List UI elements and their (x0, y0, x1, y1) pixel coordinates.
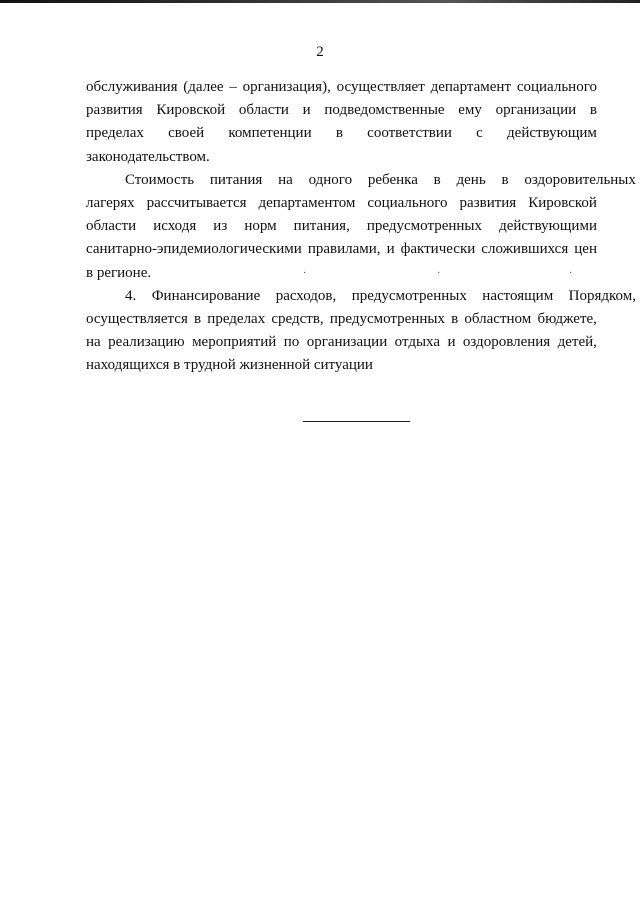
text-line: в регионе. (86, 264, 152, 281)
word: Стоимость (125, 171, 195, 188)
word: в (335, 125, 343, 142)
word: расходов, (275, 287, 337, 304)
word: правилами, (307, 241, 381, 258)
word: питания (209, 171, 263, 188)
word: детей, (557, 334, 597, 351)
word: фактически (400, 241, 476, 258)
word: бюджете, (537, 310, 597, 327)
word: отдыха (394, 334, 440, 351)
word: санитарно-эпидемиологическими (86, 241, 302, 258)
text-line (86, 308, 597, 331)
text-line (86, 99, 597, 122)
word: ребенка (367, 171, 418, 188)
word: предусмотренных (351, 287, 467, 304)
word: соответствии (367, 125, 452, 142)
word: мероприятий (192, 334, 277, 351)
end-of-document-rule (303, 421, 410, 422)
word: предусмотренных (366, 218, 482, 235)
word: на (278, 171, 293, 188)
word: норм (244, 218, 277, 235)
word: области (86, 218, 137, 235)
word: организация), (242, 79, 331, 95)
word: реализацию (108, 334, 185, 351)
word: департамент (430, 79, 512, 95)
word: Финансирование (151, 287, 261, 304)
word: действующим (507, 125, 597, 142)
word: Кировской (156, 102, 226, 119)
word: областном (464, 310, 532, 327)
text-line (86, 238, 597, 261)
word: пределах (86, 125, 144, 142)
word: области (238, 102, 289, 119)
document-body (86, 76, 636, 377)
scan-top-edge (0, 0, 640, 3)
text-line (86, 122, 597, 145)
word: в (194, 310, 202, 327)
word: настоящим (482, 287, 554, 304)
word: исходя (153, 218, 197, 235)
word: по (283, 334, 300, 351)
scan-speck: · (569, 268, 573, 279)
word: Кировской (528, 194, 597, 211)
word: в (451, 310, 459, 327)
paragraph-financing (86, 285, 636, 378)
word: (далее (183, 79, 224, 95)
word: в (589, 102, 597, 119)
word: ему (458, 102, 482, 119)
text-line (86, 285, 636, 308)
word: пределах (207, 310, 266, 327)
word: одного (308, 171, 353, 188)
word: организации (495, 102, 577, 119)
word: развития (86, 102, 143, 119)
page-number: 2 (316, 44, 324, 60)
word: сложившихся (481, 241, 569, 258)
word: развития (459, 194, 517, 211)
word: на (86, 334, 101, 351)
word: Порядком, (568, 287, 636, 304)
word: и (386, 241, 395, 258)
word: и (302, 102, 311, 119)
word: с (476, 125, 483, 142)
word: цен (574, 241, 597, 258)
word: действующими (499, 218, 597, 235)
word: обслуживания (86, 79, 178, 95)
word: в (501, 171, 509, 188)
word: осуществляет (336, 79, 425, 95)
scan-speck: · (303, 268, 307, 279)
word: в (433, 171, 441, 188)
text-line (86, 192, 597, 215)
word: своей (168, 125, 205, 142)
text-line (86, 169, 636, 192)
word: предусмотренных (329, 310, 445, 327)
text-line: законодательством. (86, 148, 210, 165)
word: – (229, 79, 237, 95)
word: организации (306, 334, 388, 351)
word: социального (367, 194, 448, 211)
word: из (213, 218, 228, 235)
word: оздоровительных (524, 171, 636, 188)
word: день (456, 171, 486, 188)
text-line (86, 215, 597, 238)
scan-speck: · (437, 268, 441, 279)
word: компетенции (228, 125, 312, 142)
paragraph-organization (86, 76, 597, 169)
text-line (86, 331, 597, 354)
word: 4. (125, 287, 137, 304)
word: лагерях (86, 194, 135, 211)
word: средств, (271, 310, 324, 327)
text-line: находящихся в трудной жизненной ситуации (86, 357, 373, 374)
word: социального (516, 79, 597, 95)
text-line (86, 76, 597, 99)
paragraph-meal-cost (86, 169, 636, 285)
word: департаментом (258, 194, 356, 211)
word: оздоровления (462, 334, 551, 351)
word: и (447, 334, 456, 351)
word: питания, (293, 218, 350, 235)
word: рассчитывается (146, 194, 247, 211)
word: подведомственные (324, 102, 445, 119)
word: осуществляется (86, 310, 188, 327)
